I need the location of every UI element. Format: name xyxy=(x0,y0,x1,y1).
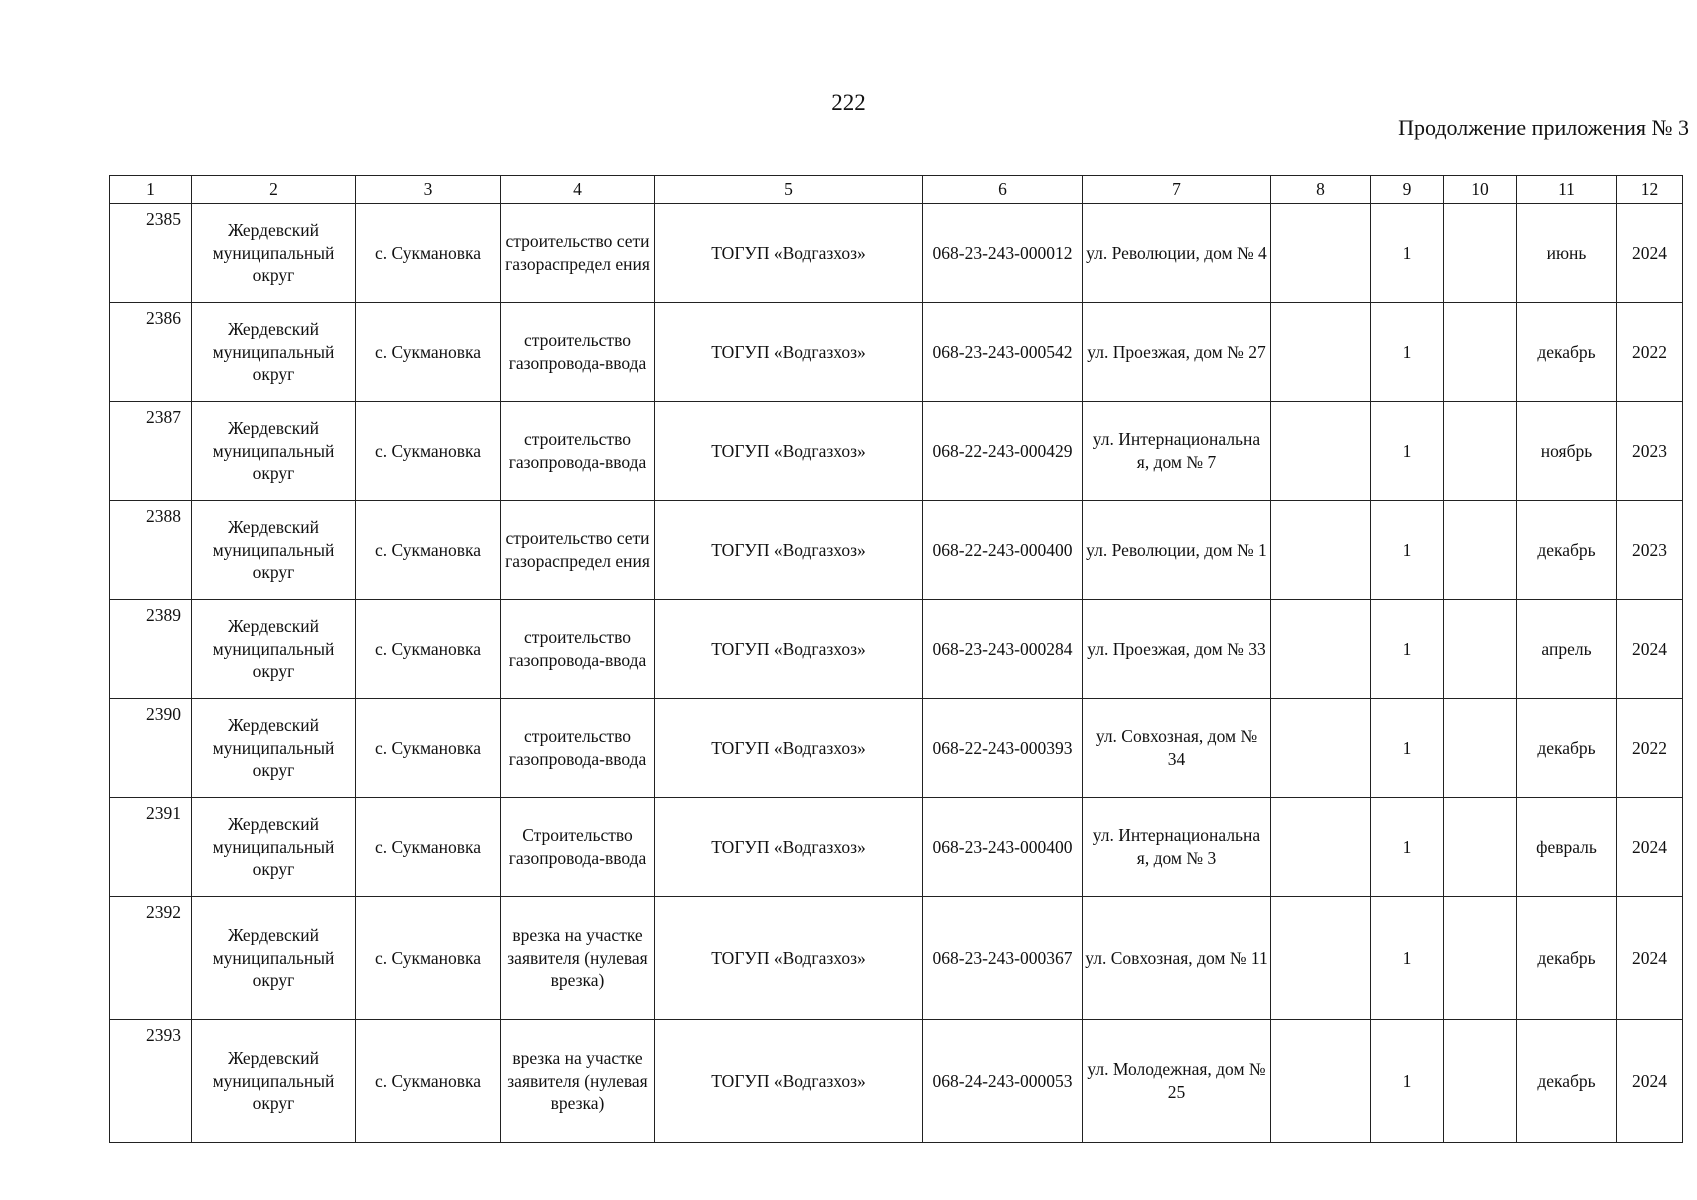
address-cell: ул. Совхозная, дом № 11 xyxy=(1083,897,1271,1020)
district-cell: Жердевский муниципальный округ xyxy=(192,303,356,402)
work-type-cell: врезка на участке заявителя (нулевая врезка) xyxy=(501,897,655,1020)
locality-cell: с. Сукмановка xyxy=(356,204,501,303)
year-cell: 2024 xyxy=(1617,600,1683,699)
address-cell: ул. Совхозная, дом № 34 xyxy=(1083,699,1271,798)
code-cell: 068-23-243-000367 xyxy=(923,897,1083,1020)
locality-cell: с. Сукмановка xyxy=(356,303,501,402)
work-type-cell: Строительство газопровода-ввода xyxy=(501,798,655,897)
column-header: 12 xyxy=(1617,176,1683,204)
locality-cell: с. Сукмановка xyxy=(356,897,501,1020)
year-cell: 2024 xyxy=(1617,1020,1683,1143)
month-cell: апрель xyxy=(1517,600,1617,699)
month-cell: декабрь xyxy=(1517,699,1617,798)
table-row xyxy=(110,303,1683,402)
table-row xyxy=(110,204,1683,303)
organization-cell: ТОГУП «Водгазхоз» xyxy=(655,798,923,897)
district-cell: Жердевский муниципальный округ xyxy=(192,897,356,1020)
district-cell: Жердевский муниципальный округ xyxy=(192,1020,356,1143)
locality-cell: с. Сукмановка xyxy=(356,699,501,798)
district-cell: Жердевский муниципальный округ xyxy=(192,798,356,897)
record-number: 2386 xyxy=(110,303,192,402)
quantity-cell: 1 xyxy=(1371,600,1444,699)
organization-cell: ТОГУП «Водгазхоз» xyxy=(655,897,923,1020)
address-cell: ул. Революции, дом № 4 xyxy=(1083,204,1271,303)
col10-cell xyxy=(1444,699,1517,798)
record-number: 2392 xyxy=(110,897,192,1020)
month-cell: декабрь xyxy=(1517,897,1617,1020)
appendix-continuation-note: Продолжение приложения № 3 xyxy=(1398,115,1689,140)
col8-cell xyxy=(1271,204,1371,303)
locality-cell: с. Сукмановка xyxy=(356,402,501,501)
organization-cell: ТОГУП «Водгазхоз» xyxy=(655,303,923,402)
col8-cell xyxy=(1271,600,1371,699)
month-cell: декабрь xyxy=(1517,501,1617,600)
column-header: 4 xyxy=(501,176,655,204)
organization-cell: ТОГУП «Водгазхоз» xyxy=(655,204,923,303)
year-cell: 2024 xyxy=(1617,897,1683,1020)
district-cell: Жердевский муниципальный округ xyxy=(192,699,356,798)
quantity-cell: 1 xyxy=(1371,204,1444,303)
year-cell: 2023 xyxy=(1617,402,1683,501)
organization-cell: ТОГУП «Водгазхоз» xyxy=(655,600,923,699)
month-cell: декабрь xyxy=(1517,303,1617,402)
col8-cell xyxy=(1271,699,1371,798)
month-cell: февраль xyxy=(1517,798,1617,897)
registry-table xyxy=(109,175,1683,1143)
work-type-cell: строительство газопровода-ввода xyxy=(501,303,655,402)
month-cell: ноябрь xyxy=(1517,402,1617,501)
table-row xyxy=(110,501,1683,600)
organization-cell: ТОГУП «Водгазхоз» xyxy=(655,699,923,798)
col10-cell xyxy=(1444,1020,1517,1143)
col10-cell xyxy=(1444,600,1517,699)
organization-cell: ТОГУП «Водгазхоз» xyxy=(655,1020,923,1143)
col8-cell xyxy=(1271,402,1371,501)
quantity-cell: 1 xyxy=(1371,699,1444,798)
col10-cell xyxy=(1444,303,1517,402)
column-header: 8 xyxy=(1271,176,1371,204)
work-type-cell: врезка на участке заявителя (нулевая врезка) xyxy=(501,1020,655,1143)
col8-cell xyxy=(1271,501,1371,600)
col10-cell xyxy=(1444,402,1517,501)
locality-cell: с. Сукмановка xyxy=(356,600,501,699)
record-number: 2387 xyxy=(110,402,192,501)
quantity-cell: 1 xyxy=(1371,402,1444,501)
organization-cell: ТОГУП «Водгазхоз» xyxy=(655,402,923,501)
table-row xyxy=(110,798,1683,897)
address-cell: ул. Молодежная, дом № 25 xyxy=(1083,1020,1271,1143)
district-cell: Жердевский муниципальный округ xyxy=(192,600,356,699)
column-header: 6 xyxy=(923,176,1083,204)
work-type-cell: строительство сети газораспредел ения xyxy=(501,501,655,600)
code-cell: 068-22-243-000429 xyxy=(923,402,1083,501)
work-type-cell: строительство газопровода-ввода xyxy=(501,402,655,501)
district-cell: Жердевский муниципальный округ xyxy=(192,402,356,501)
record-number: 2390 xyxy=(110,699,192,798)
col8-cell xyxy=(1271,303,1371,402)
record-number: 2393 xyxy=(110,1020,192,1143)
work-type-cell: строительство газопровода-ввода xyxy=(501,699,655,798)
year-cell: 2022 xyxy=(1617,303,1683,402)
work-type-cell: строительство газопровода-ввода xyxy=(501,600,655,699)
district-cell: Жердевский муниципальный округ xyxy=(192,501,356,600)
column-header: 7 xyxy=(1083,176,1271,204)
month-cell: июнь xyxy=(1517,204,1617,303)
locality-cell: с. Сукмановка xyxy=(356,798,501,897)
year-cell: 2024 xyxy=(1617,798,1683,897)
table-row xyxy=(110,897,1683,1020)
col10-cell xyxy=(1444,204,1517,303)
record-number: 2389 xyxy=(110,600,192,699)
month-cell: декабрь xyxy=(1517,1020,1617,1143)
column-header: 5 xyxy=(655,176,923,204)
organization-cell: ТОГУП «Водгазхоз» xyxy=(655,501,923,600)
record-number: 2391 xyxy=(110,798,192,897)
col10-cell xyxy=(1444,897,1517,1020)
code-cell: 068-24-243-000053 xyxy=(923,1020,1083,1143)
table-row xyxy=(110,600,1683,699)
address-cell: ул. Проезжая, дом № 27 xyxy=(1083,303,1271,402)
work-type-cell: строительство сети газораспредел ения xyxy=(501,204,655,303)
col8-cell xyxy=(1271,798,1371,897)
table-row xyxy=(110,402,1683,501)
code-cell: 068-23-243-000400 xyxy=(923,798,1083,897)
col8-cell xyxy=(1271,897,1371,1020)
column-header: 3 xyxy=(356,176,501,204)
column-header: 10 xyxy=(1444,176,1517,204)
page-number: 222 xyxy=(831,90,866,115)
column-header: 9 xyxy=(1371,176,1444,204)
column-header: 2 xyxy=(192,176,356,204)
code-cell: 068-22-243-000400 xyxy=(923,501,1083,600)
locality-cell: с. Сукмановка xyxy=(356,1020,501,1143)
col10-cell xyxy=(1444,798,1517,897)
year-cell: 2023 xyxy=(1617,501,1683,600)
table-row xyxy=(110,699,1683,798)
code-cell: 068-23-243-000542 xyxy=(923,303,1083,402)
address-cell: ул. Революции, дом № 1 xyxy=(1083,501,1271,600)
locality-cell: с. Сукмановка xyxy=(356,501,501,600)
district-cell: Жердевский муниципальный округ xyxy=(192,204,356,303)
address-cell: ул. Проезжая, дом № 33 xyxy=(1083,600,1271,699)
record-number: 2388 xyxy=(110,501,192,600)
column-number-row xyxy=(110,176,1683,204)
quantity-cell: 1 xyxy=(1371,1020,1444,1143)
col8-cell xyxy=(1271,1020,1371,1143)
year-cell: 2024 xyxy=(1617,204,1683,303)
column-header: 11 xyxy=(1517,176,1617,204)
address-cell: ул. Интернациональна я, дом № 3 xyxy=(1083,798,1271,897)
quantity-cell: 1 xyxy=(1371,897,1444,1020)
code-cell: 068-23-243-000284 xyxy=(923,600,1083,699)
column-header: 1 xyxy=(110,176,192,204)
quantity-cell: 1 xyxy=(1371,501,1444,600)
record-number: 2385 xyxy=(110,204,192,303)
address-cell: ул. Интернациональна я, дом № 7 xyxy=(1083,402,1271,501)
code-cell: 068-23-243-000012 xyxy=(923,204,1083,303)
table-row xyxy=(110,1020,1683,1143)
code-cell: 068-22-243-000393 xyxy=(923,699,1083,798)
quantity-cell: 1 xyxy=(1371,303,1444,402)
year-cell: 2022 xyxy=(1617,699,1683,798)
quantity-cell: 1 xyxy=(1371,798,1444,897)
col10-cell xyxy=(1444,501,1517,600)
